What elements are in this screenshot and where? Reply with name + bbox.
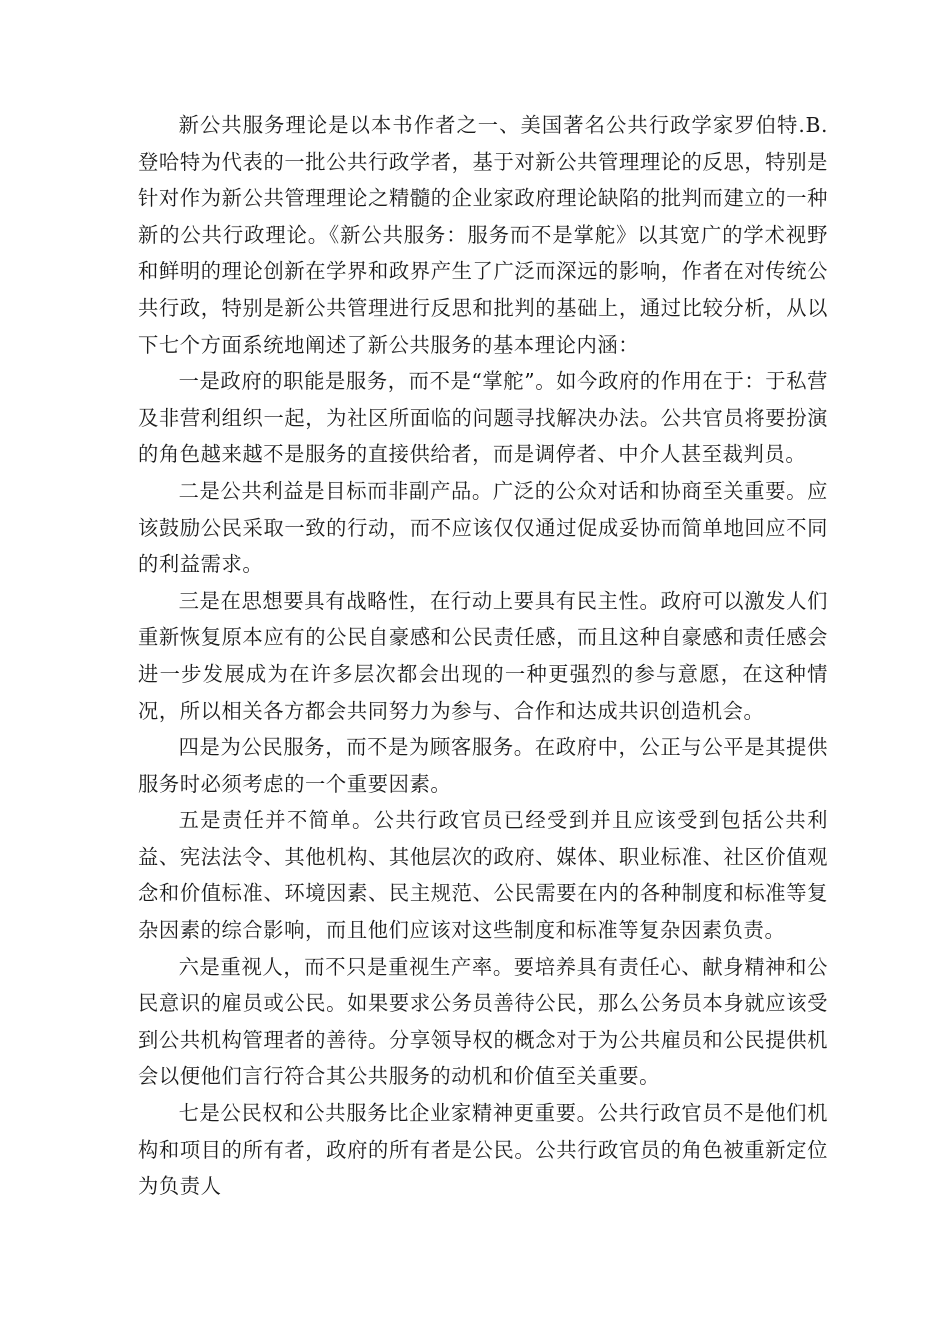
paragraph-point-2: 二是公共利益是目标而非副产品。广泛的公众对话和协商至关重要。应该鼓励公民采取一致的行动，而不应该仅仅通过促成妥协而简单地回应不同的利益需求。 — [138, 478, 828, 577]
paragraph-point-7: 七是公民权和公共服务比企业家精神更重要。公共行政官员不是他们机构和项目的所有者，政府的所有者是公民。公共行政官员的角色被重新定位为负责人 — [138, 1101, 828, 1199]
document-body — [138, 107, 828, 1205]
paragraph-point-4: 四是为公民服务，而不是为顾客服务。在政府中，公正与公平是其提供服务时必须考虑的一个重要因素。 — [138, 735, 828, 796]
paragraph-point-3: 三是在思想要具有战略性，在行动上要具有民主性。政府可以激发人们重新恢复原本应有的公民自豪感和公民责任感，而且这种自豪感和责任感会进一步发展成为在许多层次都会出现的一种更强烈的参与意愿，在这种情况，所以相关各方都会共同努力为参与、合作和达成共识创造机会。 — [138, 588, 828, 723]
paragraph-point-5: 五是责任并不简单。公共行政官员已经受到并且应该受到包括公共利益、宪法法令、其他机构、其他层次的政府、媒体、职业标准、社区价值观念和价值标准、环境因素、民主规范、公民需要在内的各种制度和标准等复杂因素的综合影响，而且他们应该对这些制度和标准等复杂因素负责。 — [138, 808, 828, 943]
paragraph-point-1: 一是政府的职能是服务，而不是“掌舵”。如今政府的作用在于：于私营及非营利组织一起，为社区所面临的问题寻找解决办法。公共官员将要扮演的角色越来越不是服务的直接供给者，而是调停者、中介人甚至裁判员。 — [138, 369, 828, 467]
paragraph-intro: 新公共服务理论是以本书作者之一、美国著名公共行政学家罗伯特.B.登哈特为代表的一批公共行政学者，基于对新公共管理理论的反思，特别是针对作为新公共管理理论之精髓的企业家政府理论缺陷的批判而建立的一种新的公共行政理论。《新公共服务：服务而不是掌舵》以其宽广的学术视野和鲜明的理论创新在学界和政界产生了广泛而深远的影响，作者在对传统公共行政，特别是新公共管理进行反思和批判的基础上，通过比较分析，从以下七个方面系统地阐述了新公共服务的基本理论内涵： — [138, 113, 828, 357]
paragraph-point-6: 六是重视人，而不只是重视生产率。要培养具有责任心、献身精神和公民意识的雇员或公民。如果要求公务员善待公民，那么公务员本身就应该受到公共机构管理者的善待。分享领导权的概念对于为公共雇员和公民提供机会以便他们言行符合其公共服务的动机和价值至关重要。 — [138, 954, 828, 1089]
